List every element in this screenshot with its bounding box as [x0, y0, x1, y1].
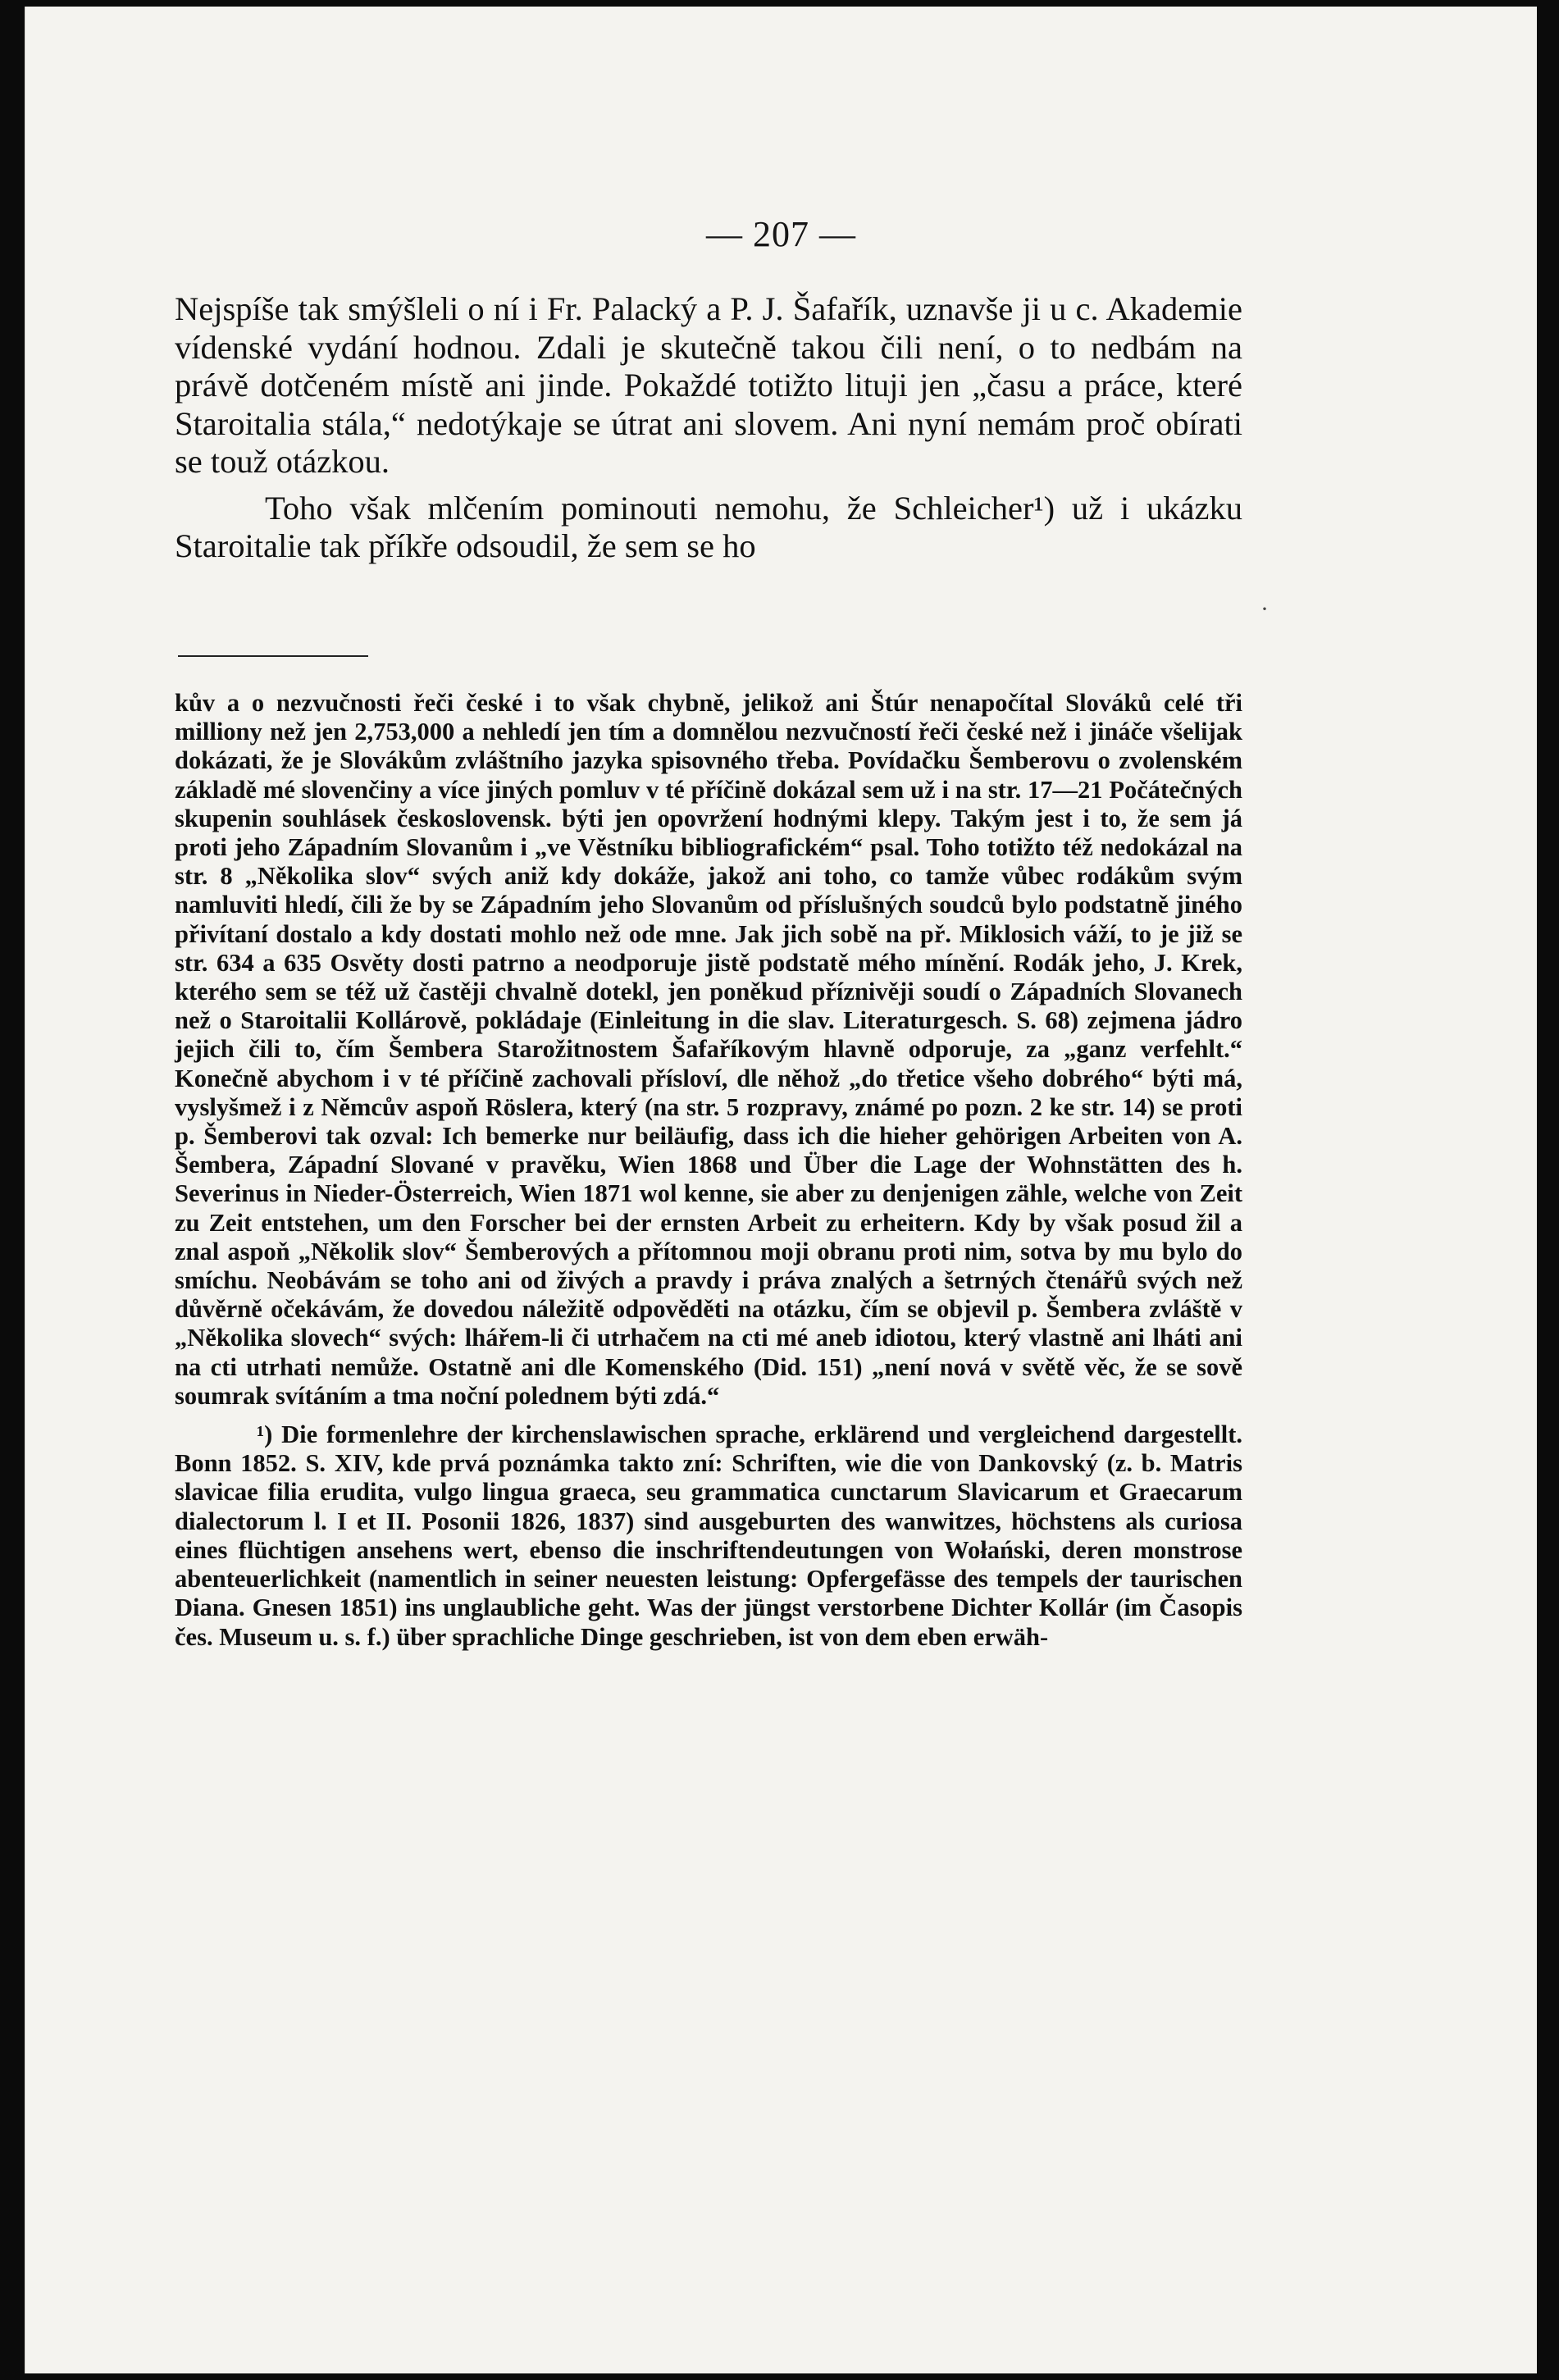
- margin-mark: ·: [1260, 595, 1269, 622]
- main-text: [175, 290, 1242, 566]
- page-number: — 207 —: [706, 214, 856, 254]
- paragraph-2: Toho však mlčením pominouti nemohu, že Schleicher¹) už i ukázku Staroitalie tak příkře odsoudil, že sem se ho: [175, 489, 1242, 564]
- footnote-continued: kův a o nezvučnosti řeči české i to však chybně, jelikož ani Štúr nenapočítal Slováků celé tři milliony než jen 2,753,000 a nehledí jen tím a domnělou nezvučností řeči české než i jináče všelijak dokázati, že je Slovákům zvláštního jazyka spisovného třeba. Povídačku Šemberovu o zvolenském základě mé slovenčiny a více jiných pomluv v té příčině dokázal sem už i na str. 17—21 Počátečných skupenin souhlásek československ. býti jen opovržení hodnými klepy. Takým jest i to, že sem já proti jeho Západním Slovanům i „ve Věstníku bibliografickém“ psal. Toho totižto též nedokázal na str. 8 „Několika slov“ svých aniž kdy dokáže, jakož ani toho, co tamže vůbec rodákům svým namluviti hledí, čili že by se Západním jeho Slovanům od příslušných soudců bylo podstatně jiného přivítaní dostalo a kdy dostati mohlo než ode mne. Jak jich sobě na př. Miklosich váží, to je již se str. 634 a 635 Osvěty dosti patrno a neodporuje jistě podstatě mého mínění. Rodák jeho, J. Krek, kterého sem se též už častěji chvalně dotekl, jen poněkud příznivěji soudí o Západních Slovanech než o Staroitalii Kollárově, pokládaje (Einleitung in die slav. Literaturgesch. S. 68) zejmena jádro jejich čili to, čím Šembera Starožitnostem Šafaříkovým hlavně odporuje, za „ganz verfehlt.“ Konečně abychom i v té příčině zachovali přísloví, dle něhož „do třetice všeho dobrého“ býti má, vyslyšmež i z Němcův aspoň Röslera, který (na str. 5 rozpravy, známé po pozn. 2 ke str. 14) se proti p. Šemberovi tak ozval: Ich bemerke nur beiläufig, dass ich die hieher gehörigen Arbeiten von A. Šembera, Západní Slované v pravěku, Wien 1868 und Über die Lage der Wohnstätten des h. Severinus in Nieder-Österreich, Wien 1871 wol kenne, sie aber zu denjenigen zähle, welche von Zeit zu Zeit entstehen, um den Forscher bei der ernsten Arbeit zu erheitern. Kdy by však posud žil a znal aspoň „Několik slov“ Šemberových a přítomnou moji obranu proti nim, sotva by mu bylo do smíchu. Neobávám se toho ani od živých a pravdy i práva znalých a šetrných čtenářů svých než důvěrně očekávám, že dovedou náležitě odpověděti na otázku, čím se objevil p. Šembera zvláště v „Několika slovech“ svých: lhářem-li či utrhačem na cti mé aneb idiotou, který vlastně ani lháti ani na cti utrhati nemůže. Ostatně ani dle Komenského (Did. 151) „není nová v světě věc, že se sově soumrak svítáním a tma noční polednem býti zdá.“: [175, 689, 1242, 1410]
- paragraph-1: Nejspíše tak smýšleli o ní i Fr. Palacký a P. J. Šafařík, uznavše ji u c. Akademie vídenské vydání hodnou. Zdali je skutečně takou čili není, o to nedbám na právě dotčeném místě ani jinde. Pokaždé totižto lituji jen „času a práce, které Staroitalia stála,“ nedotýkaje se útrat ani slovem. Ani nyní nemám proč obírati se touž otázkou.: [175, 290, 1242, 480]
- footnote-separator: [178, 655, 368, 657]
- footnote-1: ¹) Die formenlehre der kirchenslawischen sprache, erklärend und vergleichend dargestellt. Bonn 1852. S. XIV, kde prvá poznámka takto zní: Schriften, wie die von Dankovský (z. b. Matris slavicae filia erudita, vulgo lingua graeca, seu grammatica cunctarum Slavicarum et Graecarum dialectorum l. I et II. Posonii 1826, 1837) sind ausgeburten des wanwitzes, höchstens als curiosa eines flüchtigen ansehens wert, ebenso die inschriftendeutungen von Wołański, deren monstrose abenteuerlichkeit (namentlich in seiner neuesten leistung: Opfergefässe des tempels der taurischen Diana. Gnesen 1851) ins unglaubliche geht. Was der jüngst verstorbene Dichter Kollár (im Časopis čes. Museum u. s. f.) über sprachliche Dinge geschrieben, ist von dem eben erwäh-: [175, 1420, 1242, 1651]
- document-page: [25, 7, 1537, 2373]
- footnotes: [175, 689, 1242, 1652]
